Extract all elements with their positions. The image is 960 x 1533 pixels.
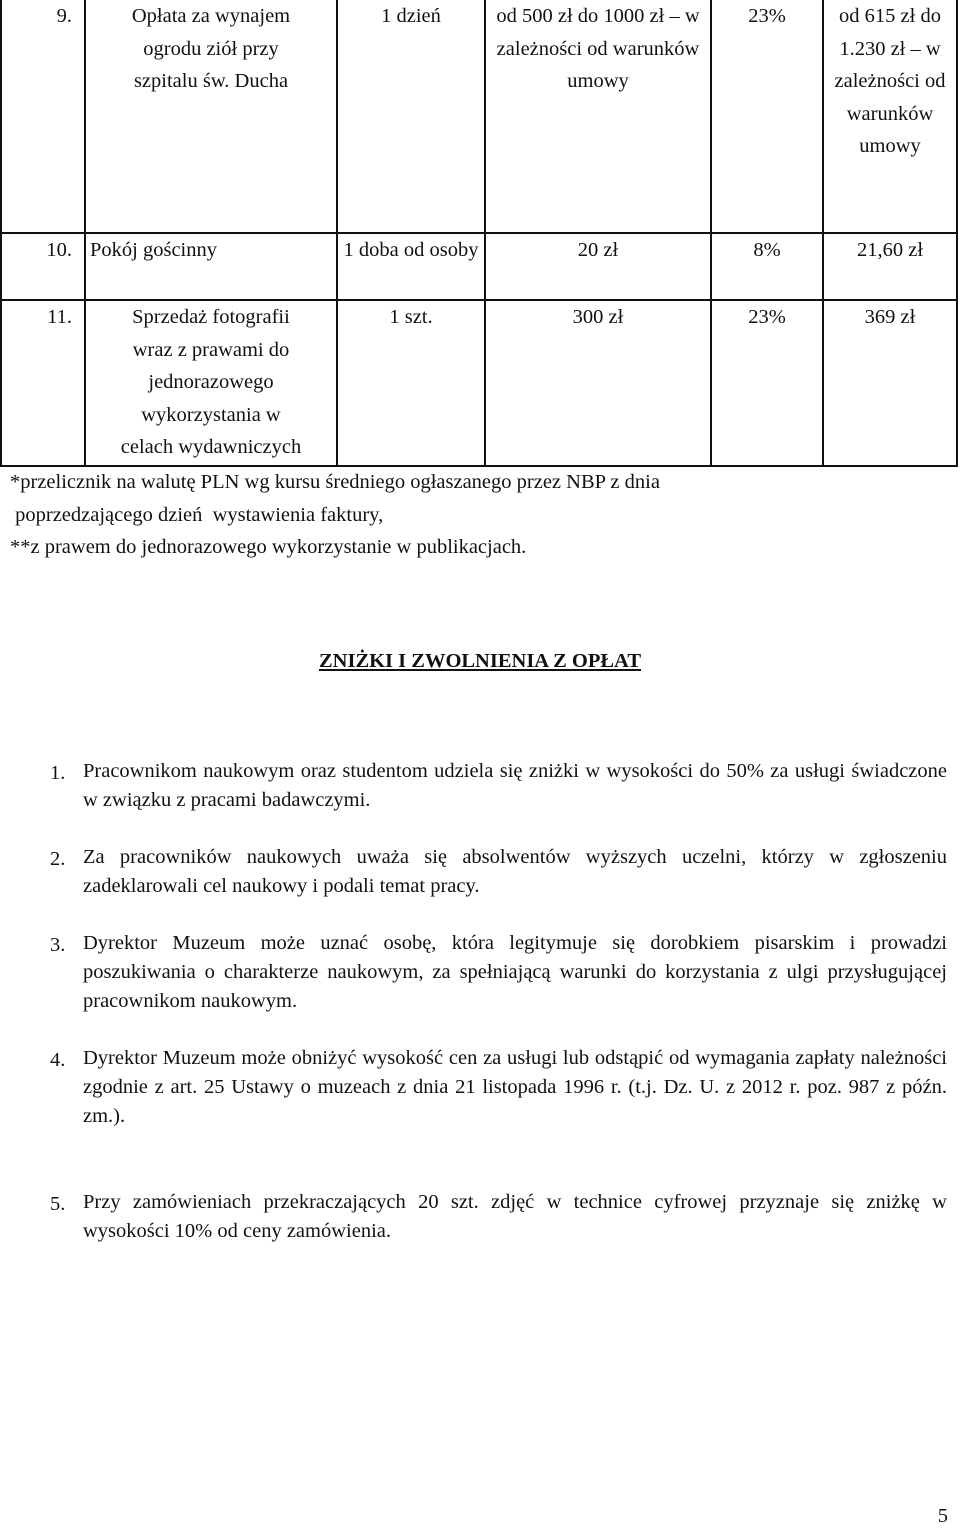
unit-cell: 1 szt.: [337, 300, 485, 466]
row-number: 11.: [1, 300, 85, 466]
unit-cell: 1 doba od osoby: [337, 233, 485, 300]
vat-cell: 23%: [711, 300, 823, 466]
item-number: 1.: [50, 762, 66, 784]
service-name-line: Opłata za wynajem: [131, 5, 291, 27]
service-name-line: ogrodu ziół przy: [143, 37, 279, 60]
item-number: 4.: [50, 1049, 66, 1071]
table-row: [1, 0, 957, 233]
service-name-line: Sprzedaż fotografii: [132, 306, 290, 328]
fees-table: [0, 0, 958, 467]
unit-cell: 1 dzień: [337, 0, 485, 233]
item-text: Pracownikom naukowym oraz studentom udziela się zniżki w wysokości do 50% za usługi świadczone w związku z pracami badawczymi.: [83, 760, 947, 811]
page-number: 5: [937, 1505, 948, 1527]
item-number: 5.: [50, 1193, 66, 1215]
section-heading: ZNIŻKI I ZWOLNIENIA Z OPŁAT: [318, 650, 641, 672]
item-number: 2.: [50, 848, 66, 870]
table-row: [1, 300, 957, 466]
row-number: 9.: [1, 0, 85, 233]
service-name: [85, 0, 337, 233]
item-text: Dyrektor Muzeum może uznać osobę, która legitymuje się dorobkiem pisarskim i prowadzi poszukiwania o charakterze naukowym, za spełniającą warunki do korzystania z ulgi przysługującej pracownikom naukowym.: [83, 932, 947, 1012]
service-name-line: wraz z prawami do: [132, 338, 290, 361]
list-item: [50, 1188, 947, 1246]
vat-cell: 8%: [711, 233, 823, 300]
item-text: Przy zamówieniach przekraczających 20 szt. zdjęć w technice cyfrowej przyznaje się zniżkę w wysokości 10% od ceny zamówienia.: [83, 1191, 947, 1242]
vat-cell: 23%: [711, 0, 823, 233]
item-number: 3.: [50, 934, 66, 956]
footnote-line: **z prawem do jednorazowego wykorzystanie w publikacjach.: [10, 536, 527, 558]
service-name-line: Pokój gościnny: [90, 239, 217, 261]
net-price-cell: 300 zł: [485, 300, 711, 466]
service-name-line: jednorazowego: [148, 371, 274, 393]
service-name: [85, 300, 337, 466]
table-row: [1, 233, 957, 300]
gross-price-cell: 369 zł: [823, 300, 957, 466]
net-price-cell: 20 zł: [485, 233, 711, 300]
list-item: [50, 757, 947, 815]
footnote-line: poprzedzającego dzień wystawienia faktury,: [10, 503, 384, 526]
service-name: [85, 233, 337, 300]
footnote-line: *przelicznik na walutę PLN wg kursu średniego ogłaszanego przez NBP z dnia: [10, 471, 660, 493]
list-item: [50, 929, 947, 1016]
service-name-line: wykorzystania w: [141, 403, 281, 426]
footnotes: [10, 466, 910, 564]
item-text: Za pracowników naukowych uważa się absolwentów wyższych uczelni, którzy w zgłoszeniu zadeklarowali cel naukowy i podali temat pracy.: [83, 846, 947, 897]
row-number: 10.: [1, 233, 85, 300]
gross-price-cell: 21,60 zł: [823, 233, 957, 300]
item-text: Dyrektor Muzeum może obniżyć wysokość cen za usługi lub odstąpić od wymagania zapłaty należności zgodnie z art. 25 Ustawy o muzeach z dnia 21 listopada 1996 r. (t.j. Dz. U. z 2012 r. poz. 987 z późn. zm.).: [83, 1047, 947, 1127]
list-item: [50, 1044, 947, 1131]
net-price-cell: od 500 zł do 1000 zł – w zależności od warunków umowy: [485, 0, 711, 233]
list-item: [50, 843, 947, 901]
service-name-line: szpitalu św. Ducha: [133, 70, 289, 92]
service-name-line: celach wydawniczych: [120, 436, 302, 458]
gross-price-cell: od 615 zł do 1.230 zł – w zależności od warunków umowy: [823, 0, 957, 233]
